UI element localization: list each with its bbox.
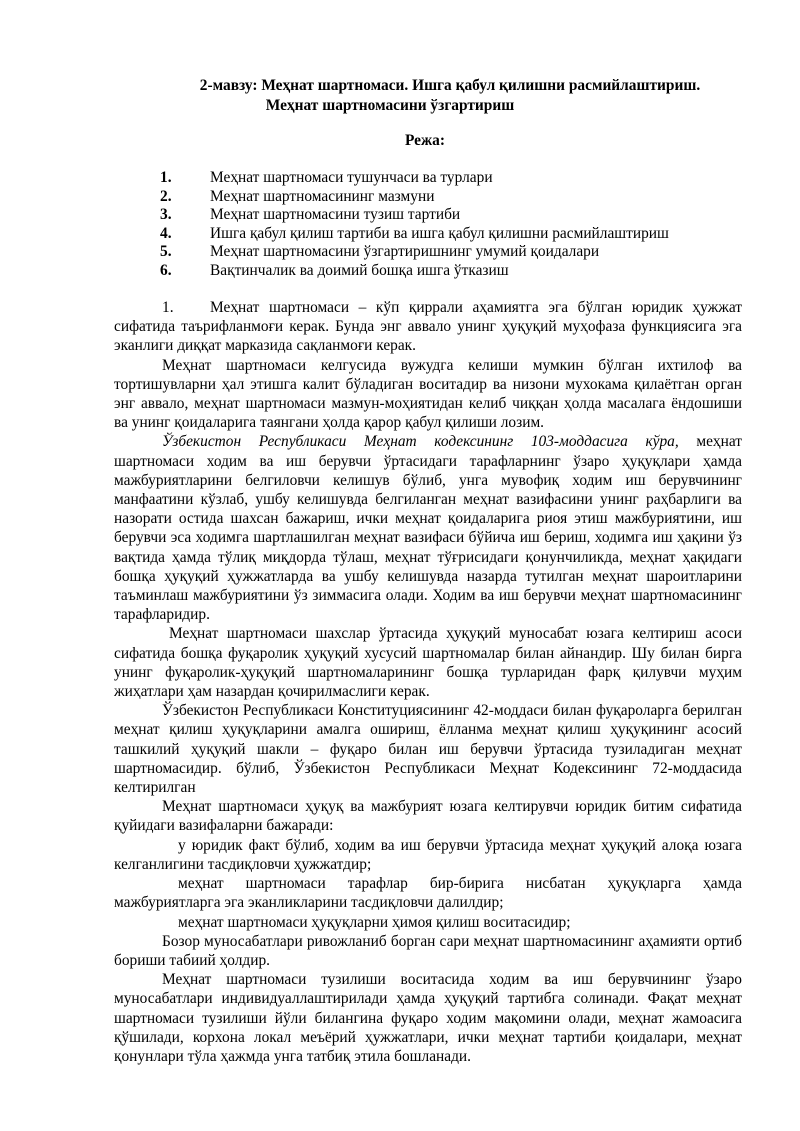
paragraph: Меҳнат шартномаси тузилиши воситасида ходим ва иш берувчининг ўзаро муносабатлари индивидуаллаштирилади ҳамда ҳуқуқий тартибга солинади. Фақат меҳнат шартномаси тузилиши йўли билангина фуқаро ходим мақомини олади, меҳнат жамоасига қўшилади, корхона локал меъёрий ҳужжатлари, ички меҳнат тартиби қоидалари, меҳнат қонунлари тўла ҳажмда унга татбиқ этила бошланади. [114,971,742,1065]
paragraph: меҳнат шартномаси ҳуқуқларни ҳимоя қилиш воситасидир; [178,913,571,931]
paragraph: Меҳнат шартномаси келгусида вужудга келиши мумкин бўлган ихтилоф ва тортишувларни ҳал этишга калит бўладиган воситадир ва низони мухокама қилаётган орган энг аввало, меҳнат шартномаси мазмун-моҳиятидан келиб чиққан ҳолда масалага ёндошиши ва унинг қоидаларига таянгани ҳолда қарор қабул қилиши лозим. [114,356,742,432]
plan-item-number: 6. [160,261,172,279]
paragraph: Меҳнат шартномаси ҳуқуқ ва мажбурият юзага келтирувчи юридик битим сифатида қуйидаги вазифаларни бажаради: [114,798,742,835]
title-line-2: Меҳнат шартномасини ўзгартириш [265,97,515,114]
plan-item [160,188,720,207]
plan-item [160,206,720,225]
plan-list [160,169,720,281]
paragraph: Бозор муносабатлари ривожланиб борган сари меҳнат шартномасининг аҳамияти ортиб бориши табиий ҳолдир. [114,932,742,969]
paragraph-text: Меҳнат шартномаси – кўп қиррали аҳамиятга эга бўлган юридик ҳужжат сифатида таърифланмоғи керак. Бунда энг аввало унинг ҳуқуқий муҳофаза функциясига эга эканлиги диққат марказида сақланмоғи керак. [114,299,742,355]
paragraph-number: 1. [162,299,174,316]
plan-item-text: Меҳнат шартномасини тузиш тартиби [210,206,461,224]
plan-item-text: Меҳнат шартномасининг мазмуни [210,187,435,205]
paragraph: меҳнат шартномаси тарафлар бир-бирига нисбатан ҳуқуқларга ҳамда мажбуриятларга эга эканликларини тасдиқловчи далилдир; [114,875,742,912]
plan-item-text: Вақтинчалик ва доимий бошқа ишга ўтказиш [210,261,509,279]
plan-item-text: Ишга қабул қилиш тартиби ва ишга қабул қилишни расмийлаштириш [210,224,669,242]
paragraph: у юридик факт бўлиб, ходим ва иш берувчи ўртасида меҳнат ҳуқуқий алоқа юзага келганлигини тасдиқловчи ҳужжатдир; [114,836,742,873]
paragraph [114,432,742,624]
document-title [0,76,800,116]
paragraph-italic-reference: Ўзбекистон Республикаси Меҳнат кодексининг 103-моддасига кўра, [162,433,679,451]
paragraph: Ўзбекистон Республикаси Конституциясининг 42-моддаси билан фуқароларга берилган меҳнат қилиш ҳуқуқларини амалга ошириш, ёлланма меҳнат қилиш ҳуқуқининг асосий ташкилий ҳуқуқий шакли – фуқаро билан иш берувчи ўртасида тузиладиган меҳнат шартномасидир. бўлиб, Ўзбекистон Республикаси Меҳнат Кодексининг 72-моддасида келтирилган [114,702,742,797]
paragraph: Меҳнат шартномаси шахслар ўртасида ҳуқуқий муносабат юзага келтириш асоси сифатида бошқа фуқаролик ҳуқуқий хусусий шартномалар билан айнандир. Шу билан бирга унинг фуқаролик-ҳуқуқий шартномаларининг бошқа турларидан фарқ қилувчи муҳим жиҳатлари ҳам назардан қочирилмаслиги керак. [114,625,742,701]
title-line-1: 2-мавзу: Меҳнат шартномаси. Ишга қабул қилишни расмийлаштириш. [199,77,701,94]
plan-item [160,262,720,281]
plan-item [160,225,720,244]
plan-item [160,243,720,262]
plan-item [160,169,720,188]
plan-item-number: 3. [160,206,172,224]
paragraph-text: меҳнат шартномаси ходим ва иш берувчи ўртасидаги тарафларнинг ўзаро ҳуқуқлари ҳамда мажбуриятларини белгиловчи келишув бўлиб, унга мувофиқ ходим иш берувчининг манфаатини кўзлаб, ушбу келишувда белгиланган меҳнат вазифасини унинг раҳбарлиги ва назорати остида шахсан бажариш, ички меҳнат қоидаларига риоя этиш мажбуриятини, иш берувчи эса ходимга шартлашилган меҳнат вазифаси бўйича иш бериш, ходимга иш ҳақини ўз вақтида ҳамда тўлиқ миқдорда тўлаш, меҳнат тўғрисидаги қонунчиликда, меҳнат ҳақидаги бошқа ҳуқуқий ҳужжатларда ва ушбу келишувда назарда тутилган меҳнат шароитларини таъминлаш мажбуриятини ўз зиммасига олади. Ходим ва иш берувчи меҳнат шартномасининг тарафларидир. [114,433,742,624]
plan-item-text: Меҳнат шартномаси тушунчаси ва турлари [210,169,493,186]
plan-heading: Режа: [404,132,445,149]
plan-item-number: 4. [160,224,172,242]
plan-item-number: 5. [160,243,172,261]
paragraph [114,298,742,356]
plan-item-text: Меҳнат шартномасини ўзгартиришнинг умумий қоидалари [210,243,600,261]
plan-item-number: 2. [160,187,172,205]
document-body [114,298,742,1066]
plan-item-number: 1. [160,169,172,186]
